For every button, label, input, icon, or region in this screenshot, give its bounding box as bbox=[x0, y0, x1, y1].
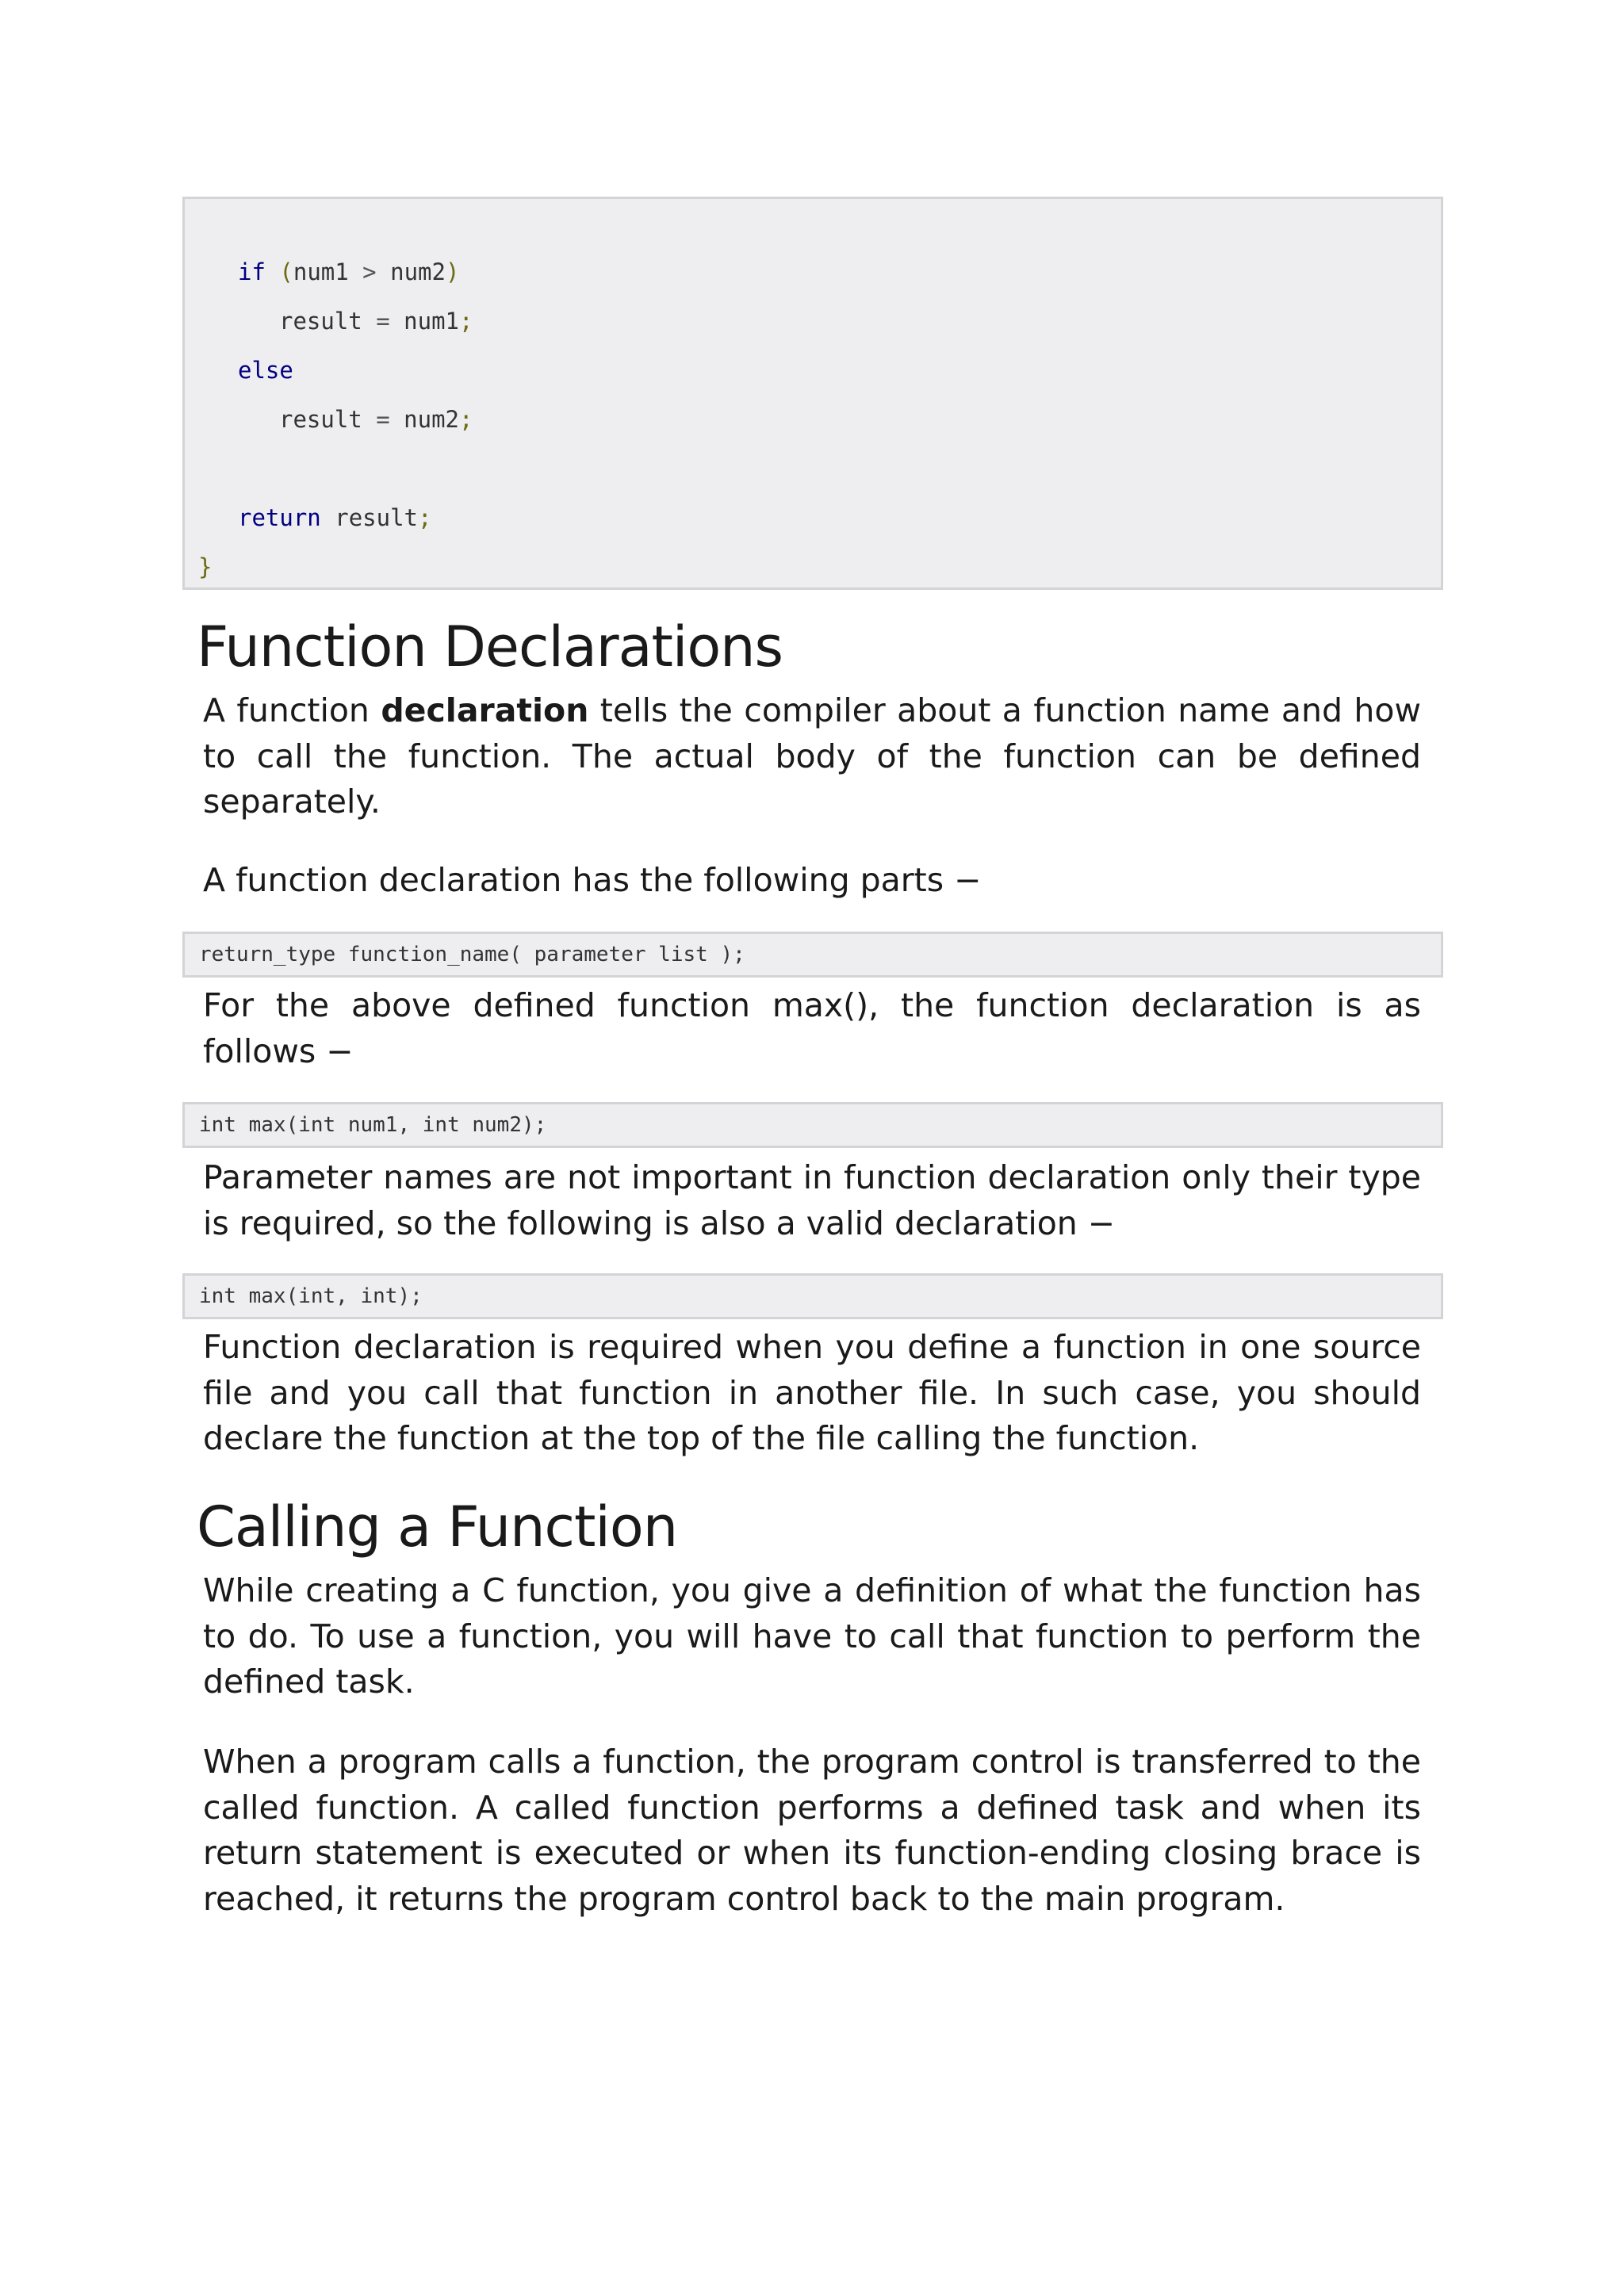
paragraph-declaration-parts: A function declaration has the following parts − bbox=[203, 861, 982, 899]
heading-calling-a-function: Calling a Function bbox=[197, 1494, 678, 1559]
paragraph-declaration-intro bbox=[203, 688, 1421, 825]
intro-text-post: tells the compiler about a function name and how to call the function. The actual body of the function can be defined separately. bbox=[203, 691, 1421, 821]
code-line-return bbox=[238, 504, 431, 531]
semicolon: ; bbox=[459, 308, 473, 335]
code-line-else bbox=[238, 357, 293, 384]
semicolon: ; bbox=[459, 406, 473, 433]
var-num1: num1 bbox=[293, 258, 349, 285]
operator-assign: = bbox=[376, 308, 390, 335]
keyword-if: if bbox=[238, 258, 266, 285]
paragraph-declaration-required: Function declaration is required when you define a function in one source file and you call that function in another file. In such case, you should declare the function at the top of the file calling the function. bbox=[203, 1328, 1421, 1457]
operator-assign: = bbox=[376, 406, 390, 433]
var-result: result bbox=[335, 504, 418, 531]
paragraph-calling-intro: While creating a C function, you give a definition of what the function has to do. To use a function, you will have to call that function to perform the defined task. bbox=[203, 1571, 1421, 1701]
paren-close: ) bbox=[445, 258, 460, 285]
paragraph-parameter-names: Parameter names are not important in function declaration only their type is required, so the following is also a valid declaration − bbox=[203, 1158, 1421, 1242]
var-result: result bbox=[279, 406, 362, 433]
intro-text-pre: A function bbox=[203, 691, 381, 729]
keyword-return: return bbox=[238, 504, 321, 531]
heading-function-declarations: Function Declarations bbox=[197, 614, 783, 679]
var-num2: num2 bbox=[404, 406, 460, 433]
code-line-assign-num2 bbox=[279, 406, 473, 433]
code-line-if bbox=[238, 258, 459, 285]
var-num1: num1 bbox=[404, 308, 460, 335]
code-line-assign-num1 bbox=[279, 308, 473, 335]
code-block-types-only: int max(int, int); bbox=[182, 1273, 1443, 1319]
var-result: result bbox=[279, 308, 362, 335]
operator-gt: > bbox=[362, 258, 377, 285]
keyword-else: else bbox=[238, 357, 293, 384]
code-block-max-declaration: int max(int num1, int num2); bbox=[182, 1102, 1443, 1148]
semicolon: ; bbox=[418, 504, 432, 531]
paren-open: ( bbox=[279, 258, 293, 285]
code-line-close-brace bbox=[198, 553, 212, 580]
close-brace: } bbox=[198, 553, 213, 580]
code-block-declaration-syntax: return_type function_name( parameter list ); bbox=[182, 932, 1443, 978]
paragraph-program-control: When a program calls a function, the program control is transferred to the called function. A called function performs a defined task and when its return statement is executed or when its function-ending closing brace is reached, it returns the program control back to the main program. bbox=[203, 1743, 1421, 1918]
paragraph-max-declaration: For the above defined function max(), the function declaration is as follows − bbox=[203, 986, 1421, 1070]
intro-bold-declaration: declaration bbox=[381, 691, 589, 729]
var-num2: num2 bbox=[390, 258, 446, 285]
